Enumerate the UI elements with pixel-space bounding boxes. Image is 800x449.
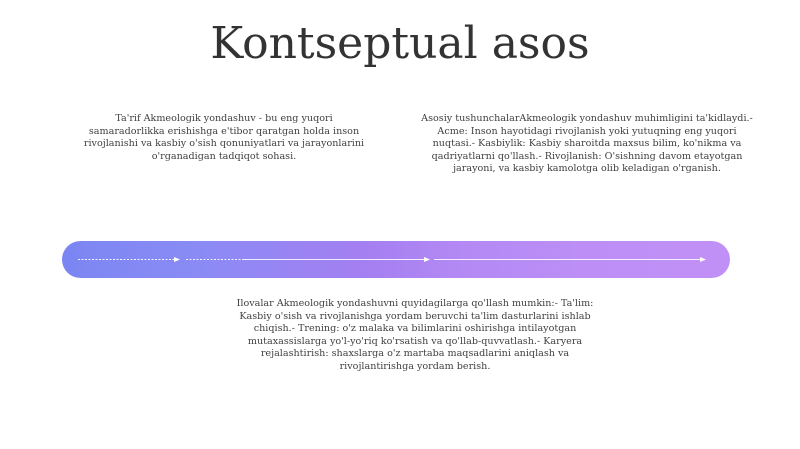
timeline-arrowhead xyxy=(700,257,706,262)
definition-text: Ta'rif Akmeologik yondashuv - bu eng yuqori samaradorlikka erishishga e'tibor qaratgan holda inson rivojlanishi va kasbiy o'sish qonuniyatlari va jarayonlarini o'rganadigan tadqiqot sohasi. xyxy=(83,113,365,162)
timeline-arrows xyxy=(62,241,730,278)
key-concepts-text: Asosiy tushunchalarAkmeologik yondashuv muhimligini ta'kidlaydi.- Acme: Inson hayotidagi rivojlanish yoki yutuqning eng yuqori nuqtasi.- Kasbiylik: Kasbiy sharoitda maxsus bilim, ko'nikma va qadriyatlarni qo'llash.- Rivojlanish: O'sishning davom etayotgan jarayoni, va kasbiy kamolotga olib keladigan o'rganish. xyxy=(421,113,753,175)
timeline-bar xyxy=(62,241,730,278)
slide-title: Kontseptual asos xyxy=(210,18,590,69)
applications-text: Ilovalar Akmeologik yondashuvni quyidagilarga qo'llash mumkin:- Ta'lim: Kasbiy o'sish va rivojlanishga yordam beruvchi ta'lim dasturlarini ishlab chiqish.- Trening: o'z malaka va bilimlarini oshirishga intilayotgan mutaxassislarga yo'l-yo'riq ko'rsatish va qo'llab-quvvatlash.- Karyera rejalashtirish: shaxslarga o'z martaba maqsadlarini aniqlash va rivojlantirishga yordam berish. xyxy=(236,298,594,372)
timeline-arrowhead xyxy=(424,257,430,262)
timeline-arrowhead xyxy=(174,257,180,262)
